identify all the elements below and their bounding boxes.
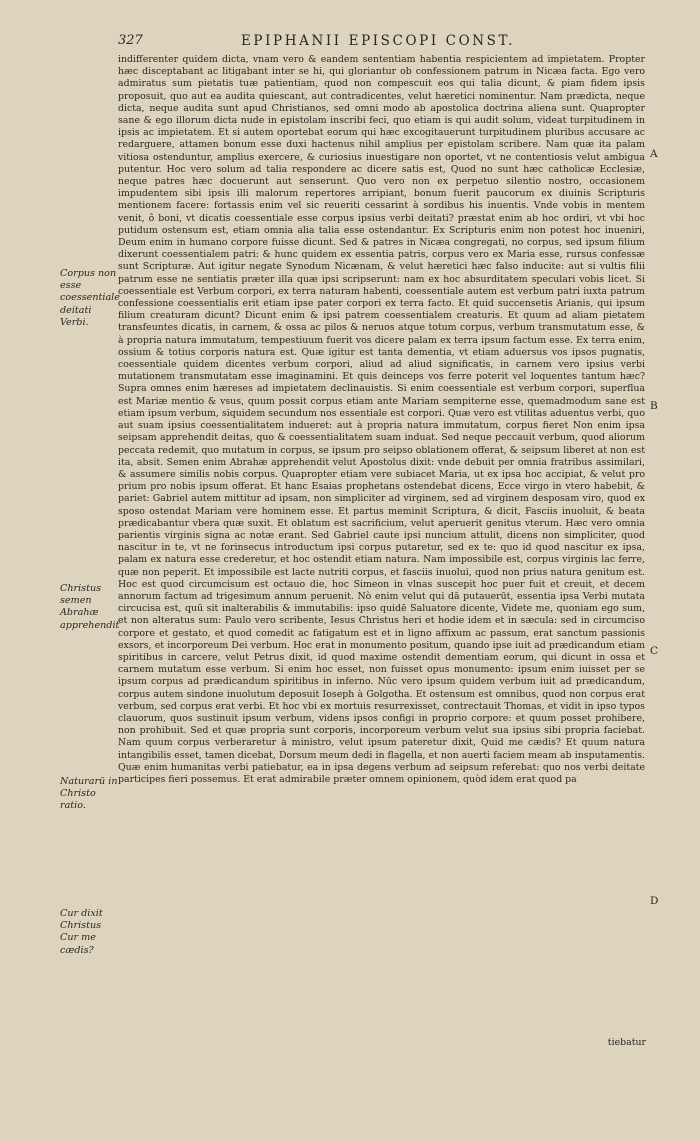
catchword: tiebatur <box>607 1037 646 1048</box>
section-letter: A <box>650 148 658 160</box>
margin-note: Cur dixit Christus Cur me cædis? <box>60 908 103 956</box>
margin-note: Naturarū in Christo ratio. <box>60 776 118 812</box>
section-letter: C <box>650 645 659 657</box>
main-text-block <box>118 54 645 786</box>
running-title: EPIPHANII EPISCOPI CONST. <box>240 33 516 49</box>
section-letter: D <box>650 895 659 907</box>
page-header <box>118 33 638 53</box>
section-letter: B <box>650 400 658 412</box>
margin-note: Christus semen Abrahæ apprehendit <box>60 583 120 631</box>
margin-note: Corpus non esse coessentiale deitati Verbi. <box>60 268 120 328</box>
page-number: 327 <box>118 33 143 48</box>
main-text: indifferenter quidem dicta, vnam vero & eandem sententiam habentia respicientem ad impietatem. Propter hæc disceptabant ac litigabant inter se hi, qui gloriantur ob confessionem patrum in Nicæa facta. Ego vero admiratus sum pietatis tuæ patientiam, quod non compescuit eos qui talia dicunt, & piam fidem ipsis proposuit, quo aut ea audita quiescant, aut contradicentes, velut hæretici nominentur. Nam prædicta, neque dicta, neque audita sunt apud Christianos, sed omni modo ab apostolica doctrina aliena sunt. Quapropter sane & ego illorum dicta nude in epistolam inscribi feci, quo etiam is qui audit solum, videat turpitudinem in ipsis ac impietatem. Et si autem oportebat eorum qui hæc excogitauerunt turpitudinem pluribus accusare ac redarguere, attamen bonum esse duxi hactenus nihil amplius per epistolam scribere. Nam quæ ita palam vitiosa ostenduntur, amplius exercere, & curiosius inuestigare non oportet, vt ne contentiosis velut ambigua putentur. Hoc vero solum ad talia respondere ac dicere satis est, Quod no sunt hæc catholicæ Ecclesiæ, neque patres hæc docuerunt aut senserunt. Quo vero non ex perpetuo silentio nostro, occasionem impudentem sibi ipsis illi malorum repertores arripiant, bonum fuerit paucorum ex diuinis Scripturis mentionem facere: fortassis enim vel sic reueriti cessarint à sordibus his inuentis. Vnde vobis in mentem venit, ô boni, vt dicatis coessentiale esse corpus ipsius verbi deitati? præstat enim ab hoc ordiri, vt vbi hoc putidum ostensum est, etiam omnia alia talia esse ostendantur. Ex Scripturis enim non potest hoc inueniri, Deum enim in humano corpore fuisse dicunt. Sed & patres in Nicæa congregati, no corpus, sed ipsum filium dixerunt coessentialem patri: & hunc quidem ex essentia patris, corpus vero ex Maria esse, rursus confessæ sunt Scripturæ. Aut igitur negate Synodum Nicænam, & velut hæretici hæc falso inducite: aut si vultis filii patrum esse ne sentiatis præter illa quæ ipsi scripserunt: nam ex hoc absurditatem speculari vobis licet. Si coessentiale est Verbum corpori, ex terra naturam habenti, coessentiale autem est verbum patri iuxta patrum confessione coessentialis erit etiam ipse pater corpori ex terra facto. Et quid succensetis Arianis, qui ipsum filium creaturam dicunt? Dicunt enim & ipsi patrem coessentialem creaturis. Et quum ad aliam pietatem transfeuntes dicatis, in carnem, & ossa ac pilos & neruos atque totum corpus, verbum transmutatum esse, & à propria natura immutatum, tempestiuum fuerit vos dicere palam ex terra ipsum factum esse. Ex terra enim, ossium & totius corporis natura est. Quæ igitur est tanta dementia, vt etiam aduersus vos ipsos pugnatis, coessentiale quidem dicentes verbum corpori, aliud ad aliud significatis, in carnem vero ipsius verbi mutationem transmutatam esse imaginamini. Et quis deinceps vos ferre poterit vel loquentes tantum hæc? Supra omnes enim hæreses ad impietatem declinauistis. Si enim coessentiale est verbum corpori, superflua est Mariæ mentio & vsus, quum possit corpus etiam ante Mariam sempiterne esse, quemadmodum sane est etiam ipsum verbum, siquidem secundum nos essentiale est corpori. Quæ vero est vtilitas aduentus verbi, quo aut suam ipsius coessentialitatem indueret: aut à propria natura immutatum, corpus fieret Non enim ipsa seipsam apprehendit deitas, quo & coessentialitatem suam induat. Sed neque peccauit verbum, quod aliorum peccata redemit, quo mutatum in corpus, se ipsum pro seipso oblationem offerat, & seipsum liberet at non est ita, absit. Semen enim Abrahæ apprehendit velut Apostolus dixit: vnde debuit per omnia fratribus assimilari, & assumere similis nobis corpus. Quapropter etiam vere subiacet Maria, ut ex ipsa hoc accipiat, & velut pro prium pro nobis ipsum offerat. Et hanc Esaias prophetans ostendebat dicens, Ecce virgo in vtero habebit, & pariet: Gabriel autem mittitur ad ipsam, non simpliciter ad virginem, sed ad virginem desposam viro, quod ex sposo ostendat Mariam vere hominem esse. Et partus meminit Scriptura, & dicit, Fasciis inuoluit, & beata prædicabantur vbera quæ suxit. Et oblatum est sacrificium, velut aperuerit genitus vterum. Hæc vero omnia parientis virginis signa ac notæ erant. Sed Gabriel caute ipsi nuncium attulit, dicens non simpliciter, quod nascitur in te, vt ne forinsecus introductum ipsi corpus putaretur, sed ex te: quo id quod nascitur ex ipsa, palam ex natura esse crederetur, et hoc ostendit etiam natura. Nam impossibile est, corpus virginis lac ferre, quæ non peperit. Et impossibile est lacte nutriti corpus, et fasciis inuolui, quod non prius natura genitum est. Hoc est quod circumcisum est octauo die, hoc Simeon in vlnas suscepit hoc puer fuit et creuit, et decem annorum factum ad trigesimum annum peruenit. Nò enim velut qui dā putauerūt, essentia ipsa Verbi mutata circucisa est, quū sit inalterabilis & immutabilis: ipso quidē Saluatore dicente, Videte me, quoniam ego sum, et non alteratus sum: Paulo vero scribente, Iesus Christus heri et hodie idem et in sæcula: sed in circumciso corpore et gestato, et quod comedit ac fatigatum est et in ligno affixum ac passum, erat sanctum passionis exsors, et incorporeum Dei verbum. Hoc erat in monumento positum, quando ipse iuit ad prædicandum etiam spiritibus in carcere, velut Petrus dixit, id quod maxime ostendit dementiam eorum, qui dicunt in ossa et carnem mutatum esse verbum. Si enim hoc esset, non fuisset opus monumento: ipsum enim iuisset per se ipsum corpus ad prædicandum spiritibus in inferno. Nūc vero ipsum quidem verbum iuit ad prædicandum, corpus autem sindone inuolutum deposuit Ioseph à Golgotha. Et ostensum est omnibus, quod non corpus erat verbum, sed corpus erat verbi. Et hoc vbi ex mortuis resurrexisset, contrectauit Thomas, et vidit in ipso typos clauorum, quos sustinuit ipsum verbum, videns ipsos configi in proprio corpore: et quum posset prohibere, non prohibuit. Sed et quæ propria sunt corporis, incorporeum verbum velut sua ipsius sibi propria faciebat. Nam quum corpus verberaretur à ministro, velut ipsum pateretur dixit, Quid me cædis? Et quum natura intangibilis esset, tamen dicebat, Dorsum meum dedi in flagella, et non auerti faciem meam ab insputamentis. Quæ enim humanitas verbi patiebatur, ea in ipsa degens verbum ad seipsum referebat: quo nos verbi deitate participes fieri possemus. Et erat admirabile præter omnem opinionem, quòd idem erat quod pa <box>118 54 645 785</box>
